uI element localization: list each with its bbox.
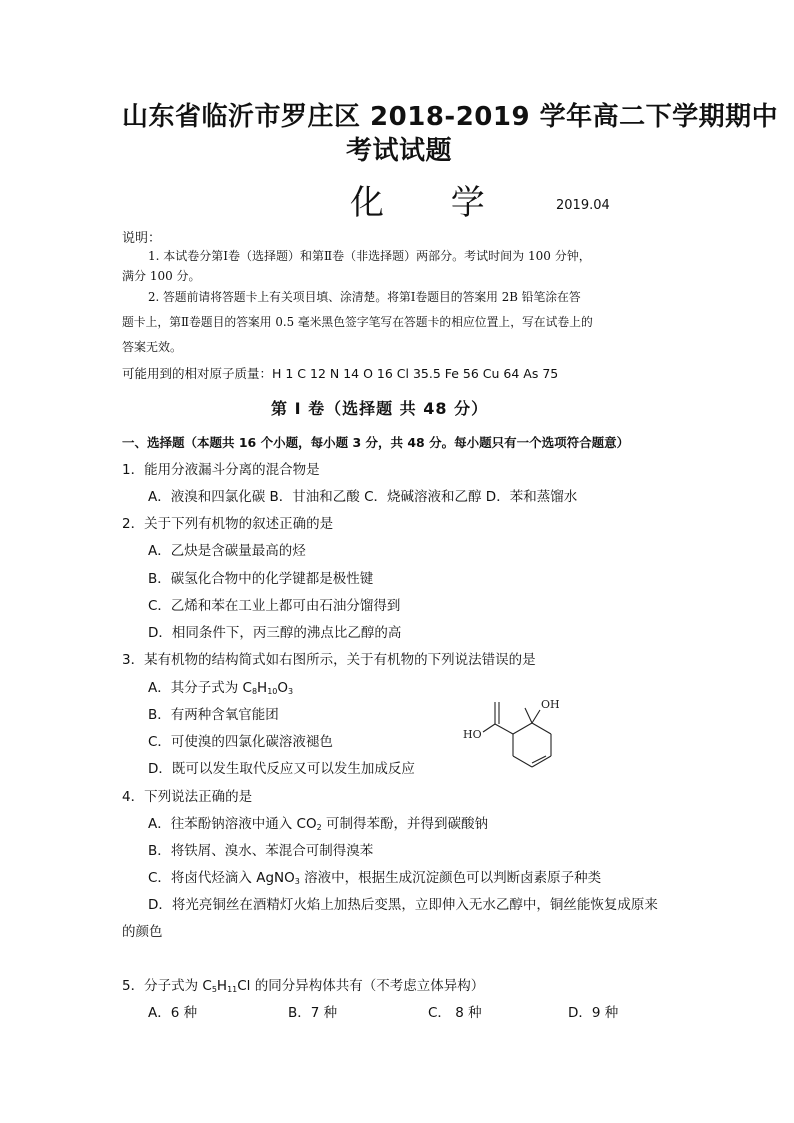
- q4-option-c: C．将卤代烃滴入 AgNO$_3$ 溶液中，根据生成沉淀颜色可以判断卤素原子种类: [148, 870, 602, 886]
- q3-option-d: D．既可以发生取代反应又可以发生加成反应: [148, 761, 415, 777]
- instructions-heading: 说明：: [122, 231, 162, 246]
- q3-structure-diagram: [455, 690, 595, 780]
- q5-option-b: B．7 种: [288, 1005, 338, 1021]
- q2-option-c: C．乙烯和苯在工业上都可由石油分馏得到: [148, 598, 401, 614]
- q3-structure-oh-label: OH: [541, 698, 560, 711]
- q5-option-a: A．6 种: [148, 1005, 198, 1021]
- q1-stem: 1．能用分液漏斗分离的混合物是: [122, 462, 320, 478]
- q3-option-a: A．其分子式为 $C_8H_{10}O_3$: [148, 680, 294, 696]
- q4-option-d-line2: 的颜色: [122, 924, 163, 940]
- instruction-1-line2: 满分 100 分。: [122, 269, 201, 283]
- q2-option-a: A．乙炔是含碳量最高的烃: [148, 543, 306, 559]
- atomic-masses: 可能用到的相对原子质量：H 1 C 12 N 14 O 16 Cl 35.5 Fe 56 Cu 64 As 75: [122, 366, 559, 381]
- q2-option-b: B．碳氢化合物中的化学键都是极性键: [148, 571, 374, 587]
- exam-title-line2: 考试试题: [346, 136, 453, 166]
- q4-option-b: B．将铁屑、溴水、苯混合可制得溴苯: [148, 843, 374, 859]
- part-heading: 一、选择题（本题共 16 个小题，每小题 3 分，共 48 分。每小题只有一个选项符合题意）: [122, 435, 630, 450]
- q4-stem: 4．下列说法正确的是: [122, 789, 253, 805]
- q3-option-b: B．有两种含氧官能团: [148, 707, 279, 723]
- instruction-1-line1: 1. 本试卷分第Ⅰ卷（选择题）和第Ⅱ卷（非选择题）两部分。考试时间为 100 分钟，: [148, 249, 591, 263]
- q5-option-c: C． 8 种: [428, 1005, 482, 1021]
- q3-structure-ho-label: HO: [463, 728, 482, 741]
- q3-stem: 3．某有机物的结构简式如右图所示，关于有机物的下列说法错误的是: [122, 652, 536, 668]
- q3-option-c: C．可使溴的四氯化碳溶液褪色: [148, 734, 333, 750]
- q2-option-d: D．相同条件下，丙三醇的沸点比乙醇的高: [148, 625, 402, 641]
- q5-option-d: D．9 种: [568, 1005, 619, 1021]
- instruction-2-line3: 答案无效。: [122, 340, 183, 354]
- q5-stem: 5．分子式为 $C_5H_{11}Cl$ 的同分异构体共有（不考虑立体异构）: [122, 978, 485, 994]
- subject-title: 化 学: [350, 183, 513, 223]
- q1-options: A．液溴和四氯化碳 B．甘油和乙酸 C．烧碱溶液和乙醇 D．苯和蒸馏水: [148, 489, 578, 505]
- section1-heading: 第 I 卷（选择题 共 48 分）: [271, 399, 489, 418]
- q4-option-d-line1: D．将光亮铜丝在酒精灯火焰上加热后变黑，立即伸入无水乙醇中，铜丝能恢复成原来: [148, 897, 658, 913]
- instruction-2-line2: 题卡上，第Ⅱ卷题目的答案用 0.5 毫米黑色签字笔写在答题卡的相应位置上，写在试卷上的: [122, 315, 593, 329]
- instruction-2-line1: 2. 答题前请将答题卡上有关项目填、涂清楚。将第Ⅰ卷题目的答案用 2B 铅笔涂在答: [148, 290, 581, 304]
- q4-option-a: A．往苯酚钠溶液中通入 $CO_2$ 可制得苯酚，并得到碳酸钠: [148, 816, 488, 832]
- q2-stem: 2．关于下列有机物的叙述正确的是: [122, 516, 334, 532]
- exam-title-line1: 山东省临沂市罗庄区 2018-2019 学年高二下学期期中: [122, 102, 779, 132]
- exam-date: 2019.04: [556, 198, 610, 213]
